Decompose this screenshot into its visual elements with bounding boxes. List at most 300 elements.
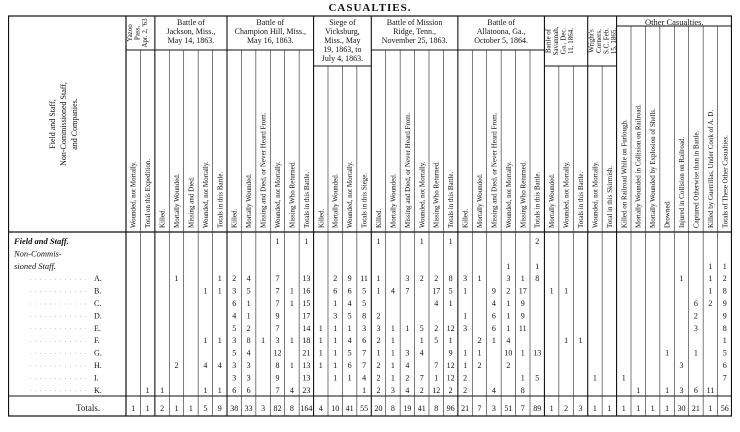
table-cell: 10: [504, 348, 513, 358]
column-header: Injured in Collision on Railroad.: [678, 136, 686, 228]
table-cell: 1: [376, 274, 381, 284]
table-cell: 2: [405, 373, 410, 383]
table-cell: 1: [145, 385, 150, 395]
table-cell: 3: [506, 274, 511, 284]
totals-cell: 19: [403, 404, 412, 413]
table-cell: 1: [722, 261, 727, 271]
column-header: Mortally Wounded by Explosion of Shells.: [649, 108, 658, 228]
table-cell: 6: [693, 299, 698, 308]
table-cell: 1: [491, 336, 496, 346]
table-cell: 11: [706, 385, 715, 395]
column-header: Mortally Wounded.: [331, 173, 340, 228]
table-cell: 8: [520, 385, 525, 395]
group-header-line: Ga., Dec.: [559, 27, 568, 55]
totals-cell: 8: [289, 404, 294, 413]
table-cell: 16: [302, 286, 311, 296]
totals-cell: 8: [434, 404, 439, 413]
table-cell: 1: [289, 286, 294, 296]
table-cell: 1: [261, 336, 266, 346]
table-cell: 1: [463, 361, 468, 370]
totals-cell: 1: [174, 404, 179, 413]
table-cell: 6: [491, 311, 496, 321]
column-header: Missing and Died, or Never Heard From.: [259, 112, 268, 228]
table-cell: 2: [506, 361, 511, 370]
table-cell: 2: [708, 299, 713, 308]
table-cell: 5: [347, 311, 352, 321]
table-cell: 1: [520, 274, 525, 284]
table-cell: 3: [362, 323, 367, 333]
group-header-line: Siege of: [329, 18, 356, 27]
table-cell: 1: [333, 361, 338, 370]
group-header-line: Vicksburg,: [325, 27, 360, 36]
row-labels: [13, 236, 102, 413]
column-header: Killed.: [158, 208, 167, 228]
table-cell: 1: [564, 336, 569, 346]
table-cell: 1: [174, 274, 179, 284]
table-cell: 2: [477, 336, 482, 346]
table-cell: 1: [347, 373, 352, 383]
table-cell: 4: [405, 385, 410, 395]
table-cell: 2: [419, 385, 424, 395]
table-cell: 7: [275, 286, 280, 296]
table-cell: 4: [246, 348, 251, 358]
column-header: Mortally Wounded.: [476, 173, 484, 228]
column-header: Totals of These Other Casualties.: [721, 135, 730, 228]
totals-cell: 2: [160, 404, 165, 413]
table-cell: 12: [273, 348, 282, 358]
table-cell: 12: [432, 385, 441, 395]
totals-cell: 38: [230, 404, 239, 413]
table-cell: 3: [232, 361, 237, 370]
table-cell: 1: [621, 373, 626, 383]
table-cell: 11: [360, 274, 368, 284]
column-header: Drowned.: [663, 200, 672, 228]
column-header: Mortally Wounded.: [389, 173, 398, 228]
table-cell: 4: [362, 373, 367, 383]
table-cell: 1: [448, 336, 453, 346]
table-cell: 2: [246, 323, 251, 333]
table-cell: 7: [275, 323, 280, 333]
table-cell: 1: [578, 336, 583, 346]
totals-cell: 41: [345, 404, 354, 413]
column-header: Wounded, not Mortally.: [418, 161, 427, 228]
column-header: Totals in this Battle.: [302, 171, 311, 228]
table-cell: 4: [506, 336, 511, 346]
casualties-table: [8, 14, 732, 430]
totals-cell: 7: [477, 404, 482, 413]
table-cell: 6: [693, 385, 698, 395]
totals-cell: 1: [188, 404, 193, 413]
column-header: Captured Otherwise than in Battle.: [692, 130, 701, 228]
row-label: sioned Staff.: [14, 260, 57, 271]
table-cell: 1: [564, 286, 569, 296]
table-cell: 1: [289, 299, 294, 308]
table-cell: 6: [333, 286, 338, 296]
table-cell: 7: [275, 385, 280, 395]
group-header-line: May 16, 1863.: [246, 36, 294, 45]
table-cell: 4: [419, 348, 424, 358]
table-cell: 5: [362, 299, 367, 308]
column-header: Missing Who Returned.: [432, 161, 441, 228]
row-label: I.: [94, 373, 99, 383]
totals-cell: 41: [417, 404, 426, 413]
table-cell: 1: [722, 336, 727, 346]
table-cell: 6: [347, 286, 352, 296]
table-cell: 15: [302, 299, 311, 308]
row-header-line: Non-Commissioned Staff,: [59, 82, 68, 166]
table-cell: 2: [333, 274, 338, 284]
column-header: Wounded, not Mortally.: [562, 161, 571, 228]
group-header-line: Battle of: [487, 18, 516, 27]
totals-cell: 82: [273, 404, 282, 413]
table-cell: 1: [535, 261, 540, 271]
group-header-line: Corners,: [595, 29, 604, 53]
table-cell: 1: [347, 323, 352, 333]
column-header: Wounded, not Mortally.: [504, 161, 513, 228]
table-cell: 8: [722, 286, 727, 296]
column-header: Killed.: [375, 208, 383, 228]
group-header-line: Ridge, Tenn.,: [393, 27, 436, 36]
table-cell: 14: [302, 323, 311, 333]
table-cell: 5: [347, 348, 352, 358]
table-cell: 9: [491, 286, 496, 296]
table-cell: 2: [463, 373, 468, 383]
table-cell: 2: [535, 237, 540, 246]
group-header-line: Savannah,: [551, 26, 560, 56]
totals-cell: 4: [318, 404, 323, 413]
table-cell: 1: [333, 373, 338, 383]
table-cells: [131, 237, 732, 413]
table-cell: 4: [203, 361, 208, 370]
column-header: Mortally Wounded.: [173, 173, 181, 228]
column-header: Totals in this Battle.: [533, 171, 542, 228]
column-header: Killed.: [461, 208, 470, 228]
column-header: Mortally Wounded in Collision on Railroad.: [634, 104, 643, 228]
table-cell: 1: [506, 323, 511, 333]
table-cell: 7: [362, 348, 367, 358]
table-cell: 5: [419, 323, 424, 333]
column-header: Wounded, not Mortally.: [129, 161, 138, 228]
row-label: A.: [94, 274, 102, 284]
column-header: Total in this Skirmish.: [605, 165, 614, 228]
table-cell: 3: [246, 373, 251, 383]
table-cell: 1: [477, 274, 482, 284]
table-cell: 13: [302, 373, 311, 383]
row-label: K.: [94, 385, 102, 395]
table-cell: 5: [722, 348, 727, 358]
row-header-column: [48, 82, 79, 166]
table-cell: 1: [203, 286, 208, 296]
totals-cell: 55: [360, 404, 369, 413]
table-cell: 17: [432, 286, 441, 296]
column-header: Mortally Wounded.: [245, 173, 254, 228]
table-cell: 4: [347, 299, 352, 308]
row-label: G.: [94, 348, 102, 358]
table-cell: 4: [289, 385, 294, 395]
column-header: Totals in this Battle.: [577, 171, 585, 228]
table-cell: 7: [434, 361, 439, 370]
table-cell: 8: [275, 361, 280, 370]
table-cell: 1: [246, 311, 251, 321]
table-cell: 5: [246, 286, 251, 296]
table-cell: 1: [549, 286, 554, 296]
table-cell: 1: [665, 385, 670, 395]
totals-cell: 51: [504, 404, 513, 413]
table-cell: 1: [506, 261, 511, 271]
group-header-line: Battle of: [177, 18, 205, 27]
column-header: Missing and Died.: [187, 176, 196, 228]
table-cell: 1: [333, 336, 338, 346]
table-cell: 1: [318, 348, 323, 358]
table-cell: 1: [419, 336, 424, 346]
table-cell: 1: [506, 299, 511, 308]
table-cell: 2: [448, 385, 453, 395]
group-header-line: S.C. Feb.: [602, 27, 611, 55]
table-cell: 1: [463, 348, 468, 358]
table-cell: 9: [275, 311, 280, 321]
totals-cell: 1: [665, 404, 670, 413]
table-cell: 4: [390, 286, 395, 296]
totals-cell: 5: [203, 404, 208, 413]
table-cell: 1: [390, 323, 395, 333]
totals-cell: 89: [533, 404, 542, 413]
table-cell: 1: [333, 323, 338, 333]
column-header: Totals in this Siege.: [360, 172, 369, 228]
table-cell: 2: [376, 385, 381, 395]
group-header-line: October 5, 1864.: [474, 36, 529, 45]
table-cell: 3: [390, 385, 395, 395]
table-cell: 3: [275, 336, 280, 346]
table-cell: 9: [520, 311, 525, 321]
table-cell: 2: [376, 336, 381, 346]
column-header: Wounded, not Mortally.: [591, 161, 600, 228]
table-cell: 17: [302, 311, 311, 321]
column-header: Missing Who Returned.: [519, 161, 528, 228]
totals-cell: 7: [520, 404, 525, 413]
group-header-line: Apr. 2, '63: [141, 18, 149, 48]
table-cell: 5: [448, 286, 453, 296]
table-cell: 6: [362, 336, 367, 346]
table-cell: 13: [533, 348, 542, 358]
group-header-line: Jackson, Miss.,: [166, 27, 216, 36]
column-header: Wounded, not Mortally.: [201, 161, 210, 228]
column-header: Killed by Guerrillas, Under Cook of A. D.: [706, 109, 715, 228]
totals-cell: 33: [244, 404, 253, 413]
table-cell: 3: [679, 385, 684, 395]
table-cell: 1: [203, 336, 208, 346]
table-cell: 2: [232, 274, 237, 284]
table-cell: 1: [708, 286, 713, 296]
row-label: H.: [94, 361, 102, 370]
totals-cell: 56: [720, 404, 729, 413]
table-cell: 1: [390, 361, 395, 370]
row-header-line: Field and Staff,: [48, 99, 57, 149]
table-cell: 6: [232, 385, 237, 395]
table-cell: 7: [405, 286, 410, 296]
table-cell: 1: [289, 361, 294, 370]
table-cell: 1: [333, 299, 338, 308]
table-cell: 7: [362, 361, 367, 370]
table-cell: 4: [232, 311, 237, 321]
table-cell: 4: [491, 299, 496, 308]
table-cell: 7: [722, 373, 727, 383]
totals-cell: 1: [549, 404, 554, 413]
table-cell: 12: [446, 361, 455, 370]
column-headers: [130, 104, 730, 228]
table-cell: 13: [302, 274, 311, 284]
row-label: Non-Commis-: [14, 248, 62, 259]
table-cell: 4: [246, 274, 251, 284]
totals-cell: 1: [592, 404, 597, 413]
table-cell: 8: [448, 274, 453, 284]
table-cell: 1: [405, 323, 410, 333]
table-cell: 5: [535, 373, 540, 383]
group-header-line: 19, 1863, to: [323, 45, 362, 54]
table-cell: 8: [722, 323, 727, 333]
table-cell: 6: [232, 299, 237, 308]
table-cell: 1: [304, 237, 309, 246]
totals-cell: 20: [374, 404, 383, 413]
table-cell: 1: [289, 336, 294, 346]
table-cell: 6: [246, 385, 251, 395]
totals-cell: 3: [261, 404, 266, 413]
table-cell: 1: [693, 348, 698, 358]
table-cell: 1: [390, 336, 395, 346]
group-header-line: Battle of Mission: [386, 18, 443, 27]
table-cell: 1: [390, 373, 395, 383]
table-cell: 12: [446, 323, 455, 333]
table-cell: 7: [275, 299, 280, 308]
table-cell: 2: [506, 286, 511, 296]
totals-cell: 1: [145, 404, 150, 413]
column-header: Mortally Wounded.: [548, 173, 557, 228]
table-cell: 7: [419, 373, 424, 383]
table-cell: 1: [463, 311, 468, 321]
table-cell: 1: [520, 373, 525, 383]
table-cell: 1: [217, 286, 222, 296]
table-cell: 9: [722, 299, 727, 308]
group-header-line: November 25, 1863.: [381, 36, 448, 45]
table-cell: 4: [434, 299, 439, 308]
totals-cell: 3: [578, 404, 583, 413]
table-cell: 1: [708, 261, 713, 271]
column-header: Killed.: [230, 208, 239, 228]
totals-cell: 164: [300, 404, 313, 413]
totals-cell: 30: [677, 404, 686, 413]
table-cell: 5: [232, 348, 237, 358]
row-label: D.: [94, 311, 102, 321]
table-cell: 1: [665, 348, 670, 358]
table-cell: 1: [376, 348, 381, 358]
group-header-line: Other Casualties.: [645, 17, 704, 27]
table-cell: 1: [434, 373, 439, 383]
table-cell: 1: [203, 385, 208, 395]
table-cell: 2: [174, 361, 179, 370]
table-cell: 1: [318, 336, 323, 346]
totals-cell: 1: [607, 404, 612, 413]
table-cell: 3: [376, 323, 381, 333]
table-cell: 1: [448, 299, 453, 308]
table-cell: 1: [376, 237, 381, 246]
table-cell: 4: [217, 361, 222, 370]
row-label: C.: [94, 299, 102, 308]
totals-cell: 1: [131, 404, 136, 413]
table-cell: 1: [448, 237, 453, 246]
table-cell: 2: [477, 361, 482, 370]
table-cell: 17: [518, 286, 527, 296]
table-cell: 1: [390, 348, 395, 358]
column-header: Wounded, not Mortally.: [346, 161, 355, 228]
table-cell: 2: [463, 385, 468, 395]
table-cell: 3: [463, 323, 468, 333]
table-cell: 21: [302, 348, 311, 358]
row-header-line: and Companies.: [70, 98, 79, 150]
table-cell: 18: [302, 336, 311, 346]
totals-cell: 96: [446, 404, 455, 413]
table-cell: 6: [491, 323, 496, 333]
table-cell: 2: [419, 274, 424, 284]
group-header-line: July 4, 1863.: [321, 54, 364, 63]
group-header-line: 15, 1865.: [610, 27, 619, 55]
column-header: Total on this Expedition.: [144, 158, 153, 228]
totals-cell: 1: [708, 404, 713, 413]
totals-label: Totals.: [76, 403, 101, 413]
row-label: B.: [94, 286, 102, 296]
table-cell: 3: [246, 361, 251, 370]
group-header-line: Wright's: [587, 29, 596, 53]
table-cell: 8: [362, 311, 367, 321]
column-header: Missing Who Returned.: [288, 161, 297, 228]
table-cell: 2: [434, 274, 439, 284]
row-label: E.: [94, 323, 101, 333]
table-cell: 5: [232, 323, 237, 333]
totals-cell: 9: [217, 404, 222, 413]
table-cell: 12: [446, 373, 455, 383]
group-header-line: Allatoona, Ga.,: [476, 27, 526, 36]
totals-cell: 21: [461, 404, 470, 413]
table-cell: 3: [232, 336, 237, 346]
table-cell: 9: [448, 348, 453, 358]
table-cell: 1: [246, 299, 251, 308]
table-cell: 1: [318, 361, 323, 370]
group-header-line: May 14, 1863.: [167, 36, 215, 45]
table-cell: 1: [520, 348, 525, 358]
table-cell: 1: [362, 385, 367, 395]
table-cell: 1: [318, 323, 323, 333]
table-cell: 1: [217, 274, 222, 284]
totals-cell: 2: [564, 404, 569, 413]
table-cell: 9: [275, 373, 280, 383]
table-cell: 4: [347, 336, 352, 346]
table-cell: 3: [405, 274, 410, 284]
table-cell: 3: [232, 286, 237, 296]
table-cell: 1: [477, 348, 482, 358]
group-header-line: Miss., May: [324, 36, 361, 45]
table-cell: 1: [708, 274, 713, 284]
table-cell: 23: [302, 385, 311, 395]
table-cell: 2: [376, 361, 381, 370]
table-cell: 1: [636, 385, 641, 395]
column-header: Killed.: [317, 208, 326, 228]
table-cell: 2: [693, 311, 698, 321]
table-cell: 1: [275, 237, 280, 246]
totals-cell: 21: [691, 404, 700, 413]
table-cell: 2: [434, 323, 439, 333]
table-cell: 1: [506, 311, 511, 321]
group-header-line: Champion Hill, Miss.,: [234, 27, 306, 36]
group-header-line: 11, 1864.: [566, 28, 575, 54]
totals-cell: 1: [636, 404, 641, 413]
